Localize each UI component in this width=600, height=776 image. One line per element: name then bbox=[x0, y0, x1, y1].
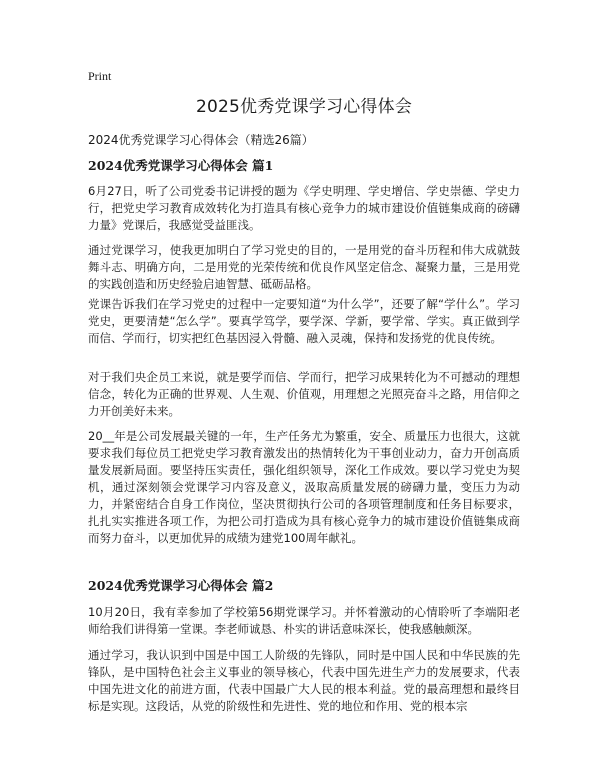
print-link[interactable]: Print bbox=[88, 69, 112, 83]
document-subtitle: 2024优秀党课学习心得体会（精选26篇） bbox=[88, 133, 314, 147]
paragraph: 对于我们央企员工来说，就是要学而信、学而行，把学习成果转化为不可撼动的理想信念，转化为正确的世界观、人生观、价值观，用理想之光照亮奋斗之路，用信仰之力开创美好未来。 bbox=[88, 370, 520, 418]
paragraph: 党课告诉我们在学习党史的过程中一定要知道“为什么学”，还要了解“学什么”。学习党史，更要清楚“怎么学”。要真学笃学，要学深、学新，要学常、学实。真正做到学而信、学而行，切实把红色基因浸入骨髓、融入灵魂，保持和发扬党的优良传统。 bbox=[88, 297, 520, 345]
section-heading-2: 2024优秀党课学习心得体会 篇2 bbox=[88, 578, 274, 593]
paragraph: 10月20日，我有幸参加了学校第56期党课学习。并怀着激动的心情聆听了李端阳老师给我们讲得第一堂课。李老师诚恳、朴实的讲话意味深长，使我感触颇深。 bbox=[88, 605, 520, 636]
paragraph: 6月27日，听了公司党委书记讲授的题为《学史明理、学史增信、学史崇德、学史力行，把党史学习教育成效转化为打造具有核心竞争力的城市建设价值链集成商的磅礴力量》党课后，我感觉受益匪浅。 bbox=[88, 184, 520, 232]
section-heading-1: 2024优秀党课学习心得体会 篇1 bbox=[88, 158, 274, 173]
paragraph: 20__年是公司发展最关键的一年，生产任务尤为繁重，安全、质量压力也很大，这就要求我们每位员工把党史学习教育激发出的热情转化为干事创业动力，奋力开创高质量发展新局面。要坚持压实责任，强化组织领导，深化工作成效。要以学习党史为契机，通过深刻领会党课学习内容及意义，汲取高质量发展的磅礴力量，变压力为动力，并紧密结合自身工作岗位，坚决贯彻执行公司的各项管理制度和任务目标要求，扎扎实实推进各项工作，为把公司打造成为具有核心竞争力的城市建设价值链集成商而努力奋斗，以更加优异的成绩为建党100周年献礼。 bbox=[88, 429, 520, 545]
page-title: 2025优秀党课学习心得体会 bbox=[195, 97, 413, 117]
paragraph: 通过学习，我认识到中国是中国工人阶级的先锋队，同时是中国人民和中华民族的先锋队，是中国特色社会主义事业的领导核心，代表中国先进生产力的发展要求，代表中国先进文化的前进方面，代表中国最广大人民的根本利益。党的最高理想和最终目标是实现。这段话，从党的阶级性和先进性、党的地位和作用、党的根本宗 bbox=[88, 648, 520, 713]
paragraph: 通过党课学习，使我更加明白了学习党史的目的，一是用党的奋斗历程和伟大成就鼓舞斗志、明确方向，二是用党的光荣传统和优良作风坚定信念、凝聚力量，三是用党的实践创造和历史经验启迪智慧、砥砺品格。 bbox=[88, 243, 520, 291]
